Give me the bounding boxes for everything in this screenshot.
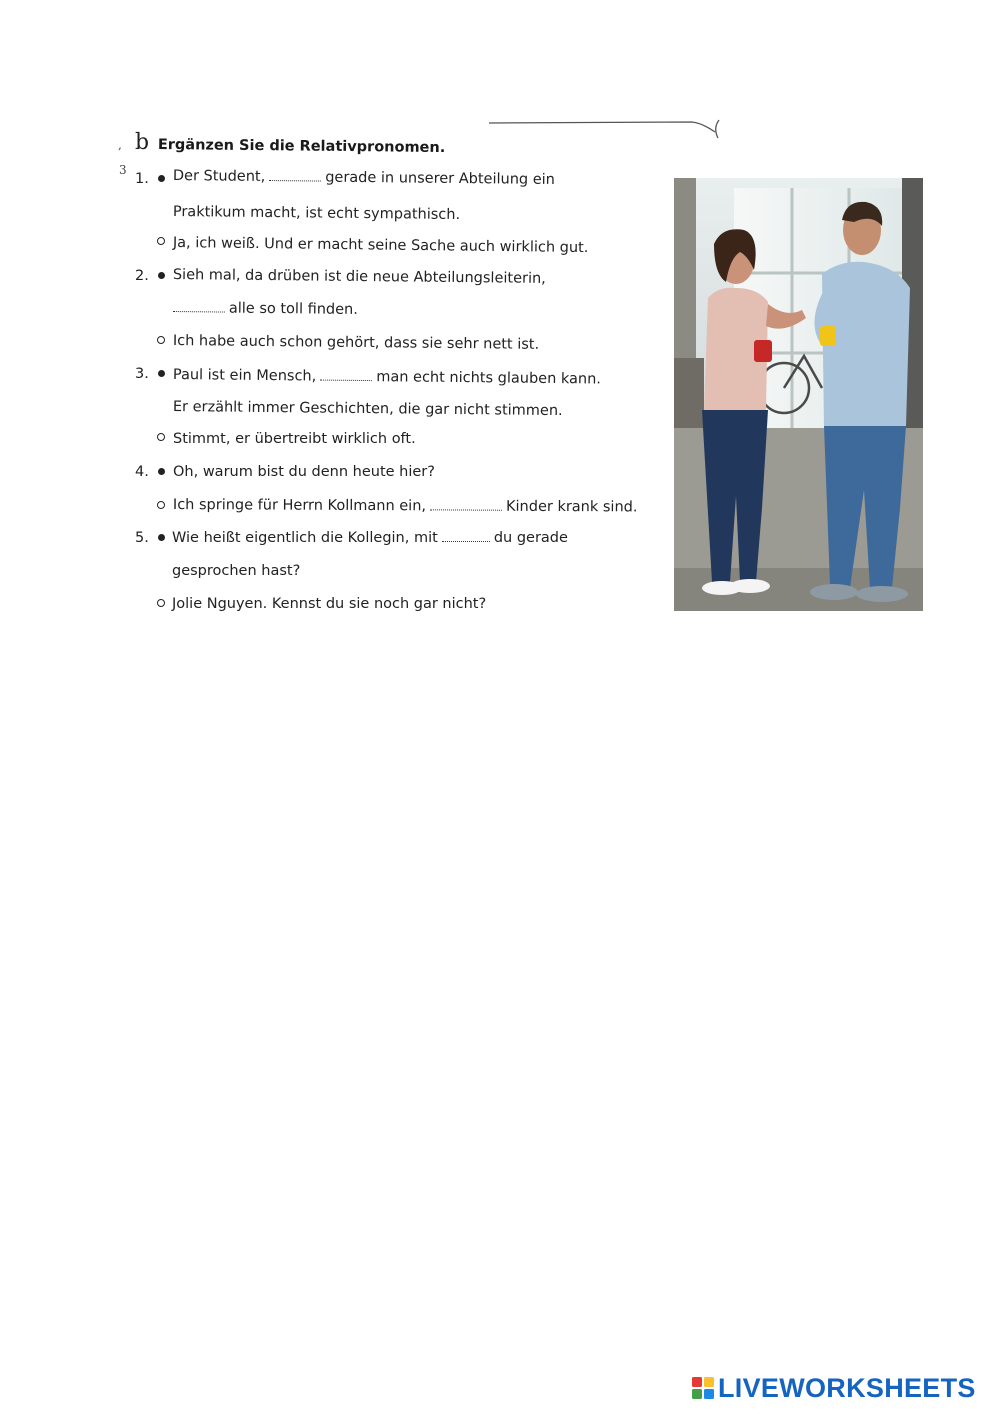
exercise-letter: b	[135, 130, 150, 155]
blank-gap-4[interactable]	[430, 497, 502, 510]
item-3-speaker-a-line-1	[173, 365, 601, 389]
brand-name: LIVEWORKSHEETS	[718, 1373, 976, 1403]
sentence-text: alle so toll finden.	[228, 300, 358, 318]
item-number: 5.	[135, 530, 149, 546]
item-3-speaker-a-line-2: Er erzählt immer Geschichten, die gar nicht stimmen.	[172, 398, 563, 420]
item-number: 3.	[135, 366, 149, 382]
blank-gap-3[interactable]	[320, 368, 372, 382]
liveworksheets-brand	[692, 1373, 976, 1403]
item-5-speaker-a-line-1	[172, 528, 568, 548]
speaker-a-bullet	[158, 272, 165, 279]
sentence-text: gerade in unserer Abteilung ein	[325, 169, 555, 188]
sentence-text: man echt nichts glauben kann.	[376, 369, 602, 388]
speaker-b-bullet	[157, 237, 165, 245]
speaker-b-bullet	[157, 433, 165, 441]
item-2-speaker-a-line-1: Sieh mal, da drüben ist die neue Abteilungsleiterin,	[172, 266, 546, 287]
top-rule-decoration	[487, 114, 722, 144]
item-1-speaker-b-line: Ja, ich weiß. Und er macht seine Sache auch wirklich gut.	[172, 234, 589, 257]
speaker-a-bullet	[158, 175, 165, 182]
speaker-a-bullet	[158, 370, 165, 377]
blank-gap-2[interactable]	[173, 299, 225, 313]
item-4-speaker-a-line: Oh, warum bist du denn heute hier?	[173, 464, 435, 480]
speaker-b-bullet	[157, 501, 165, 509]
item-2-speaker-b-line: Ich habe auch schon gehört, dass sie sehr nett ist.	[172, 332, 540, 353]
blank-gap-5[interactable]	[442, 529, 490, 542]
item-1-speaker-a-line-1	[173, 166, 555, 190]
sentence-text: Der Student,	[172, 167, 266, 185]
sentence-text: Paul ist ein Mensch,	[172, 366, 317, 385]
speaker-b-bullet	[157, 599, 165, 607]
office-colleagues-photo	[674, 178, 923, 611]
item-number: 4.	[135, 464, 149, 480]
item-3-speaker-b-line: Stimmt, er übertreibt wirklich oft.	[173, 431, 416, 447]
speaker-a-bullet	[158, 468, 165, 475]
item-4-speaker-b-line	[173, 495, 638, 517]
item-5-speaker-b-line: Jolie Nguyen. Kennst du sie noch gar nicht?	[172, 596, 487, 612]
item-number: 2.	[135, 268, 149, 284]
exercise-title: Ergänzen Sie die Relativpronomen.	[157, 136, 446, 157]
liveworksheets-logo-icon	[692, 1377, 714, 1399]
item-1-speaker-a-line-2: Praktikum macht, ist echt sympathisch.	[172, 203, 461, 224]
sentence-text: Kinder krank sind.	[505, 498, 638, 516]
item-2-speaker-a-line-2	[173, 298, 358, 320]
item-5-speaker-a-line-2: gesprochen hast?	[172, 563, 301, 579]
margin-mark-number: 3	[119, 163, 127, 177]
speaker-b-bullet	[157, 336, 165, 344]
sentence-text: Wie heißt eigentlich die Kollegin, mit	[172, 530, 438, 546]
speaker-a-bullet	[158, 534, 165, 541]
blank-gap-1[interactable]	[269, 168, 321, 182]
margin-mark-comma: ,	[118, 138, 122, 152]
sentence-text: Ich springe für Herrn Kollmann ein,	[172, 496, 427, 515]
item-number: 1.	[135, 171, 149, 187]
sentence-text: du gerade	[493, 530, 568, 546]
